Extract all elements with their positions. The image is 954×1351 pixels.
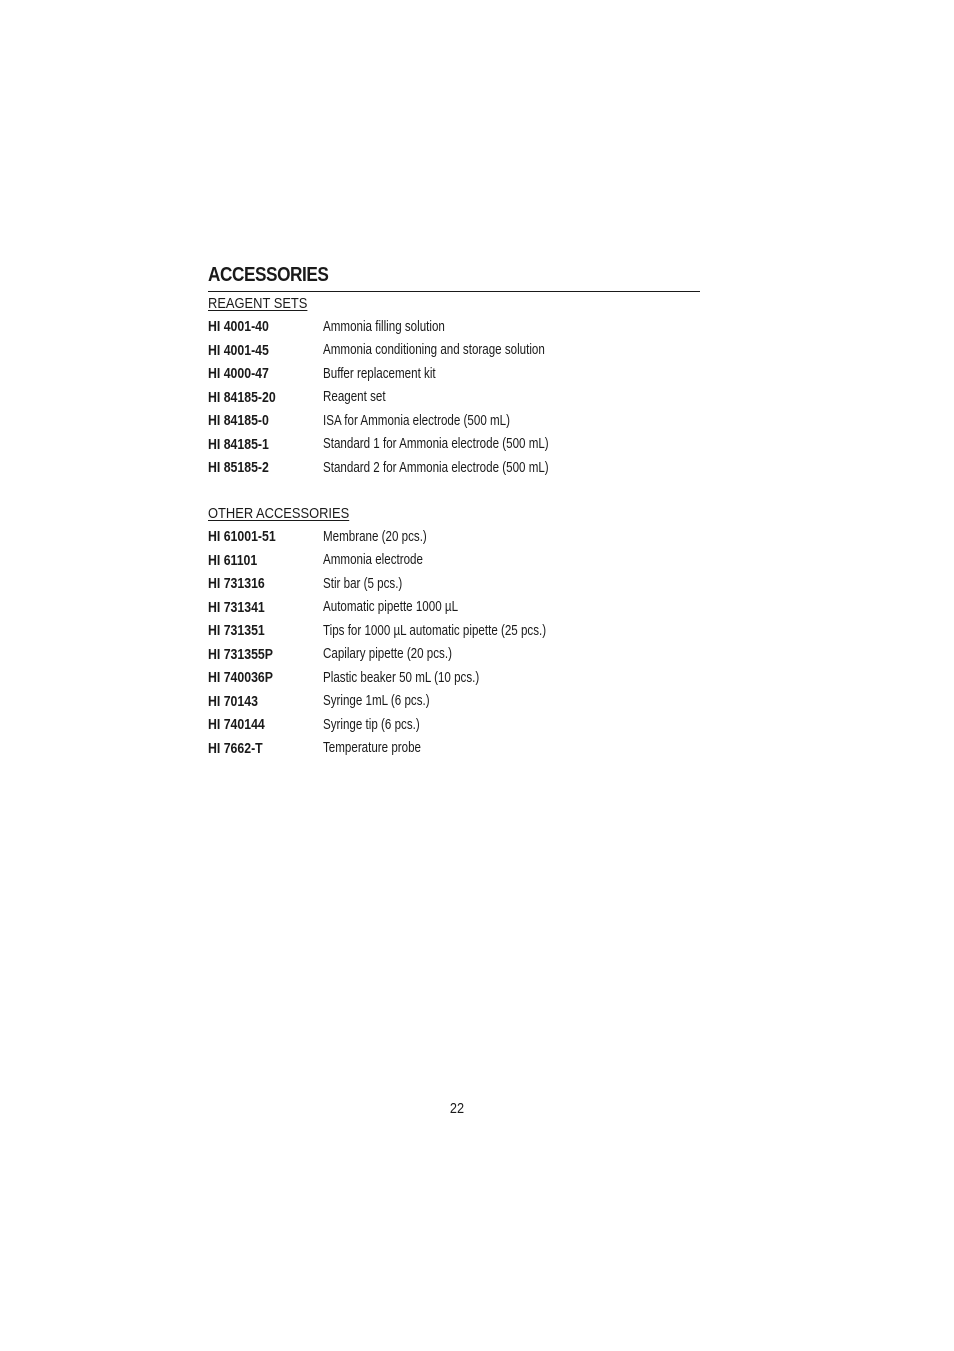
list-item bbox=[208, 362, 700, 386]
item-code: HI 731351 bbox=[208, 622, 265, 640]
item-code: HI 4001-40 bbox=[208, 318, 269, 336]
item-description: Ammonia electrode bbox=[323, 552, 423, 569]
item-code: HI 84185-0 bbox=[208, 412, 269, 430]
item-code: HI 61101 bbox=[208, 551, 258, 569]
reagent-sets-list bbox=[208, 315, 700, 480]
item-code: HI 731341 bbox=[208, 598, 265, 616]
title-divider bbox=[208, 291, 700, 292]
list-item bbox=[208, 386, 700, 410]
list-item bbox=[208, 549, 700, 573]
list-item bbox=[208, 643, 700, 667]
list-item bbox=[208, 666, 700, 690]
list-item bbox=[208, 433, 700, 457]
list-item bbox=[208, 409, 700, 433]
item-description: Syringe 1mL (6 pcs.) bbox=[323, 693, 430, 710]
other-accessories-list bbox=[208, 525, 700, 760]
item-code: HI 731316 bbox=[208, 575, 265, 593]
item-code: HI 740144 bbox=[208, 716, 265, 734]
list-item bbox=[208, 339, 700, 363]
accessories-page bbox=[208, 262, 700, 760]
list-item bbox=[208, 315, 700, 339]
item-code: HI 7662-T bbox=[208, 739, 263, 757]
item-description: Tips for 1000 µL automatic pipette (25 pcs.) bbox=[323, 622, 547, 639]
item-code: HI 84185-20 bbox=[208, 388, 276, 406]
list-item bbox=[208, 737, 700, 761]
list-item bbox=[208, 713, 700, 737]
item-description: Stir bar (5 pcs.) bbox=[323, 575, 403, 592]
item-code: HI 731355P bbox=[208, 645, 273, 663]
item-description: Standard 2 for Ammonia electrode (500 mL) bbox=[323, 459, 549, 476]
item-description: ISA for Ammonia electrode (500 mL) bbox=[323, 412, 510, 429]
item-description: Automatic pipette 1000 µL bbox=[323, 599, 459, 616]
list-item bbox=[208, 690, 700, 714]
page-number: 22 bbox=[449, 1100, 465, 1117]
item-code: HI 4000-47 bbox=[208, 365, 269, 383]
item-description: Reagent set bbox=[323, 389, 386, 406]
item-description: Ammonia filling solution bbox=[323, 318, 445, 335]
list-item bbox=[208, 456, 700, 480]
item-description: Temperature probe bbox=[323, 740, 422, 757]
item-code: HI 84185-1 bbox=[208, 435, 269, 453]
item-code: HI 4001-45 bbox=[208, 341, 269, 359]
other-accessories-heading: OTHER ACCESSORIES bbox=[208, 505, 350, 522]
item-description: Membrane (20 pcs.) bbox=[323, 528, 427, 545]
item-description: Syringe tip (6 pcs.) bbox=[323, 716, 420, 733]
item-description: Capilary pipette (20 pcs.) bbox=[323, 646, 452, 663]
item-description: Buffer replacement kit bbox=[323, 365, 436, 382]
item-description: Plastic beaker 50 mL (10 pcs.) bbox=[323, 669, 480, 686]
item-code: HI 61001-51 bbox=[208, 528, 276, 546]
item-code: HI 85185-2 bbox=[208, 459, 269, 477]
list-item bbox=[208, 619, 700, 643]
page-title: ACCESSORIES bbox=[208, 264, 329, 286]
list-item bbox=[208, 596, 700, 620]
item-description: Standard 1 for Ammonia electrode (500 mL) bbox=[323, 436, 549, 453]
list-item bbox=[208, 525, 700, 549]
item-description: Ammonia conditioning and storage solution bbox=[323, 342, 545, 359]
item-code: HI 70143 bbox=[208, 692, 258, 710]
item-code: HI 740036P bbox=[208, 669, 273, 687]
reagent-sets-heading: REAGENT SETS bbox=[208, 295, 308, 312]
list-item bbox=[208, 572, 700, 596]
